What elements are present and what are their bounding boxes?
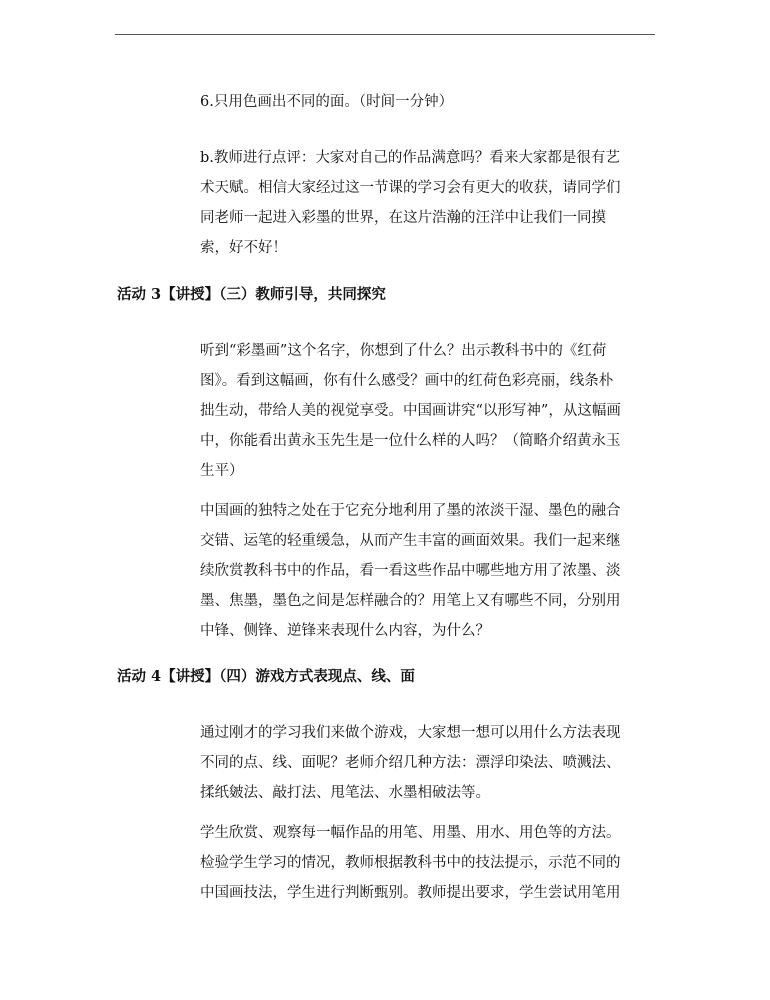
text-line: 同老师一起进入彩墨的世界，在这片浩瀚的汪洋中让我们一同摸 [200, 210, 606, 226]
paragraph-game [200, 718, 660, 808]
text-line: 检验学生学习的情况，教师根据教科书中的技法提示，示范不同的 [200, 855, 621, 871]
text-line: 中，你能看出黄永玉先生是一位什么样的人吗？（简略介绍黄永玉 [200, 433, 621, 449]
paragraph-teacher-review [200, 143, 660, 263]
paragraph-ink-techniques [200, 496, 660, 646]
text-line: 续欣赏教科书中的作品，看一看这些作品中哪些地方用了浓墨、淡 [200, 563, 621, 579]
text-line: 中国画技法，学生进行判断甄别。教师提出要求，学生尝试用笔用 [200, 885, 621, 901]
text-line: 通过刚才的学习我们来做个游戏，大家想一想可以用什么方法表现 [200, 725, 621, 741]
text-line: 拙生动，带给人美的视觉享受。中国画讲究“以形写神”，从这幅画 [200, 403, 621, 419]
text-line: 墨、焦墨，墨色之间是怎样融合的？用笔上又有哪些不同，分别用 [200, 593, 621, 609]
text-line: 交错、运笔的轻重缓急，从而产生丰富的画面效果。我们一起来继 [200, 533, 621, 549]
text-line: 图》。看到这幅画，你有什么感受？画中的红荷色彩亮丽，线条朴 [200, 373, 614, 389]
text-line: 揉纸皴法、敲打法、甩笔法、水墨相破法等。 [200, 785, 490, 801]
header-rule [115, 34, 655, 35]
heading-activity-4: 活动 4【讲授】（四）游戏方式表现点、线、面 [117, 668, 415, 685]
text-line: 中锋、侧锋、逆锋来表现什么内容，为什么？ [200, 623, 490, 639]
paragraph-appreciate [200, 818, 660, 908]
text-line: 生平） [200, 463, 244, 479]
text-line: 学生欣赏、观察每一幅作品的用笔、用墨、用水、用色等的方法。 [200, 825, 621, 841]
paragraph-red-lotus [200, 336, 660, 486]
text-line: 不同的点、线、面呢？老师介绍几种方法：漂浮印染法、喷溅法、 [200, 755, 621, 771]
text-line: b.教师进行点评：大家对自己的作品满意吗？看来大家都是很有艺 [200, 150, 620, 166]
text-line: 索，好不好！ [200, 240, 287, 256]
text-line: 中国画的独特之处在于它充分地利用了墨的浓淡干湿、墨色的融合 [200, 503, 621, 519]
text-line: 术天赋。相信大家经过这一节课的学习会有更大的收获，请同学们 [200, 180, 621, 196]
text-line: 听到“彩墨画”这个名字，你想到了什么？出示教科书中的《红荷 [200, 343, 607, 359]
paragraph-step6 [200, 87, 660, 117]
text-line: 6.只用色画出不同的面。（时间一分钟） [200, 94, 454, 110]
heading-activity-3: 活动 3【讲授】（三）教师引导，共同探究 [117, 286, 386, 303]
